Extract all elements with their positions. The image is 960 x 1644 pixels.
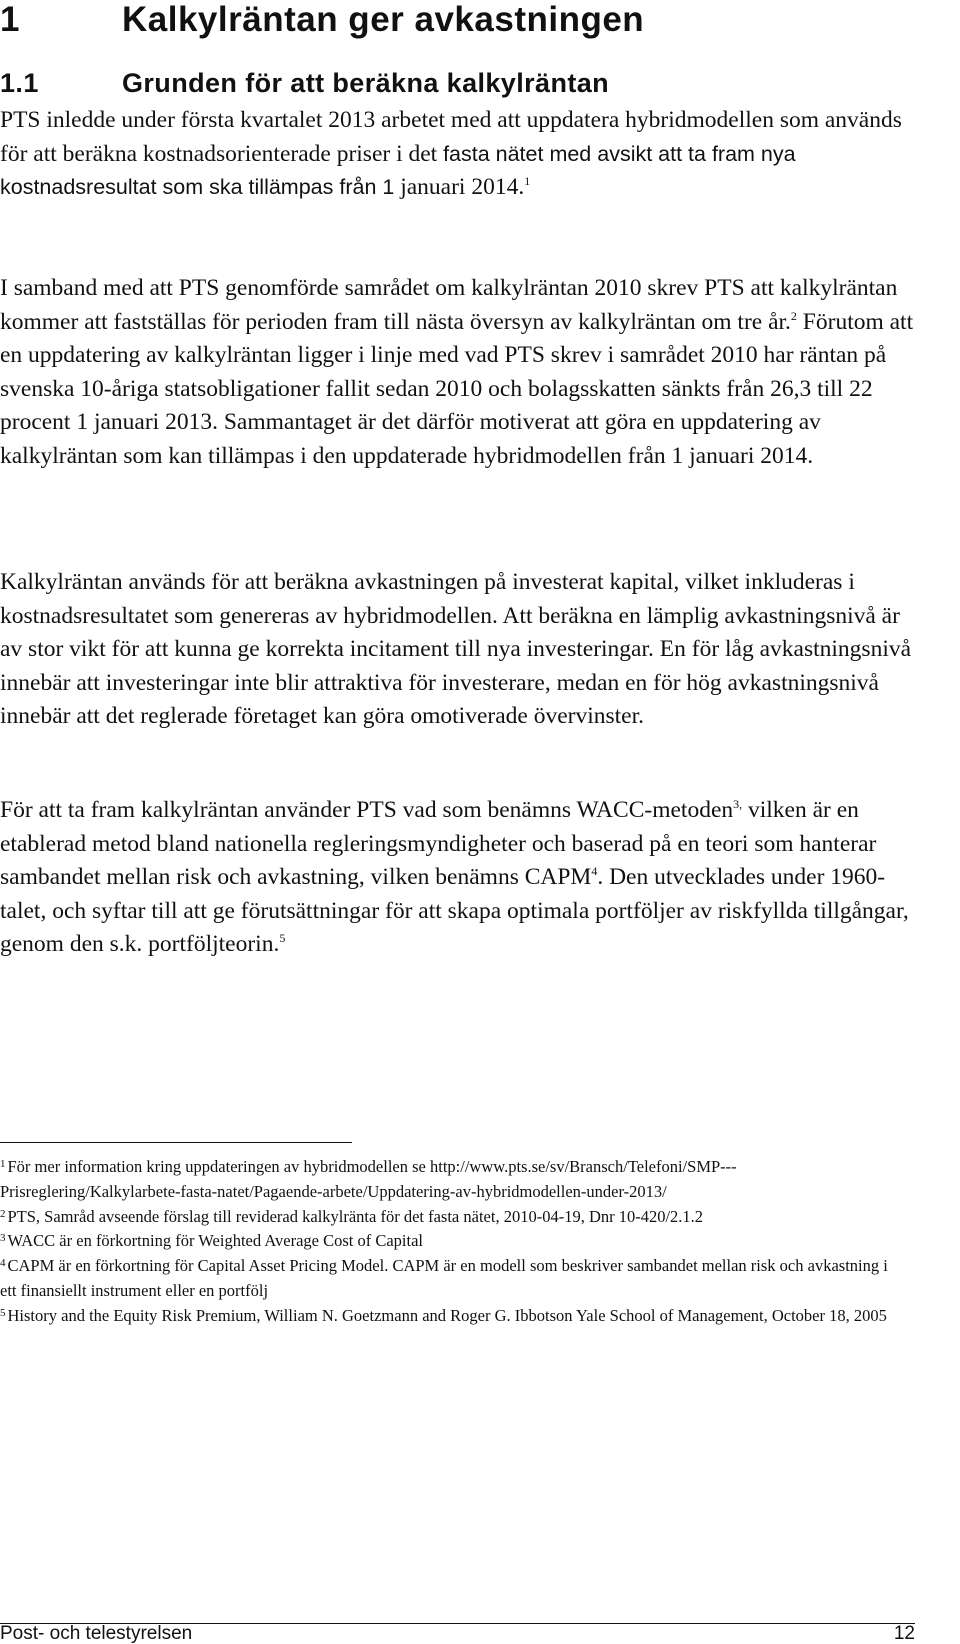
paragraph-2-text-a: I samband med att PTS genomförde samrådet om kalkylräntan 2010 skrev PTS att kalkylräntan kommer att fastställas för perioden fram till nästa översyn av kalkylräntan om tre år.	[0, 275, 898, 335]
footnotes	[0, 1155, 900, 1329]
footnote-number: 4	[0, 1257, 6, 1270]
section-heading	[0, 66, 609, 100]
footnote-1	[0, 1155, 900, 1205]
footnote-4	[0, 1254, 900, 1304]
footnote-2	[0, 1205, 900, 1230]
chapter-number: 1	[0, 0, 20, 39]
paragraph-1-end-text: januari 2014.	[400, 174, 525, 200]
footnote-5	[0, 1304, 900, 1329]
section-number: 1.1	[0, 68, 39, 98]
footnote-ref-5[interactable]: 5	[279, 931, 286, 945]
footnote-text: CAPM är en förkortning för Capital Asset Pricing Model. CAPM är en modell som beskriver sambandet mellan risk och avkastning i ett finansiellt instrument eller en portfölj	[0, 1256, 888, 1300]
paragraph-4-text-a: För att ta fram kalkylräntan använder PTS vad som benämns WACC-metoden	[0, 797, 734, 823]
paragraph-1	[0, 104, 920, 205]
paragraph-2-text-b: Förutom att en uppdatering av kalkylräntan ligger i linje med vad PTS skrev i samrådet 2010 har räntan på svenska 10-åriga statsobligationer fallit sedan 2010 och bolagsskatten sänkts från 26,3 till 22 procent 1 januari 2013. Sammantaget är det därför motiverat att göra en uppdatering av kalkylräntan som kan tillämpas i den uppdaterade hybridmodellen från 1 januari 2014.	[0, 308, 914, 469]
footer-organization: Post- och telestyrelsen	[0, 1623, 193, 1644]
footnote-3	[0, 1229, 900, 1254]
footnote-text: History and the Equity Risk Premium, William N. Goetzmann and Roger G. Ibbotson Yale School of Management, October 18, 2005	[7, 1305, 887, 1325]
footnote-ref-4[interactable]: 4	[591, 864, 598, 878]
chapter-title: Kalkylräntan ger avkastningen	[122, 0, 645, 39]
paragraph-4-text-b: vilken är en etablerad metod bland nationella regleringsmyndigheter och baserad på en teori som hanterar sambandet mellan risk och avkastning, vilken benämns CAPM	[0, 797, 877, 890]
footnote-number: 1	[0, 1158, 6, 1170]
footnote-text: För mer information kring uppdateringen av hybridmodellen se http://www.pts.se/sv/Bransch/Telefoni/SMP---Prisreglering/Kalkylarbete-fasta-natet/Pagaende-arbete/Uppdatering-av-hybridmodellen-under-2013/	[0, 1157, 737, 1201]
footnote-text: PTS, Samråd avseende förslag till reviderad kalkylränta för det fasta nätet, 2010-04-19, Dnr 10-420/2.1.2	[7, 1206, 704, 1226]
footnote-number: 2	[0, 1207, 6, 1220]
footnote-text: WACC är en förkortning för Weighted Average Cost of Capital	[7, 1231, 424, 1251]
paragraph-1-text: PTS inledde under första kvartalet 2013 arbetet med att uppdatera hybridmodellen som används för att beräkna kostnadsorienterade priser i det	[0, 107, 902, 167]
footnote-ref-1[interactable]: 1	[524, 174, 531, 188]
section-title: Grunden för att beräkna kalkylräntan	[122, 68, 610, 98]
footnote-ref-2[interactable]: 2	[790, 308, 797, 323]
footnote-number: 3	[0, 1232, 6, 1245]
footnote-number: 5	[0, 1306, 6, 1319]
chapter-heading	[0, 0, 644, 40]
footnote-separator	[0, 1142, 352, 1143]
paragraph-4	[0, 794, 920, 962]
paragraph-3	[0, 566, 920, 734]
footnote-ref-3[interactable]: 3,	[733, 797, 743, 811]
paragraph-1-sans-text: fasta nätet med avsikt att ta fram nya kostnadsresultat som ska tillämpas från 1	[0, 141, 796, 199]
paragraph-4-text-c: . Den utvecklades under 1960-talet, och syftar till att ge förutsättningar för att skapa optimala portföljer av riskfyllda tillgångar, genom den s.k. portföljteorin.	[0, 864, 909, 957]
paragraph-2	[0, 272, 920, 473]
paragraph-3-text: Kalkylräntan används för att beräkna avkastningen på investerat kapital, vilket inkluderas i kostnadsresultatet som genereras av hybridmodellen. Att beräkna en lämplig avkastningsnivå är av stor vikt för att kunna ge korrekta incitament till nya investeringar. En för låg avkastningsnivå innebär att investeringar inte blir attraktiva för investerare, medan en för hög avkastningsnivå innebär att det reglerade företaget kan göra omotiverade övervinster.	[0, 569, 912, 729]
page-number: 12	[893, 1623, 915, 1644]
